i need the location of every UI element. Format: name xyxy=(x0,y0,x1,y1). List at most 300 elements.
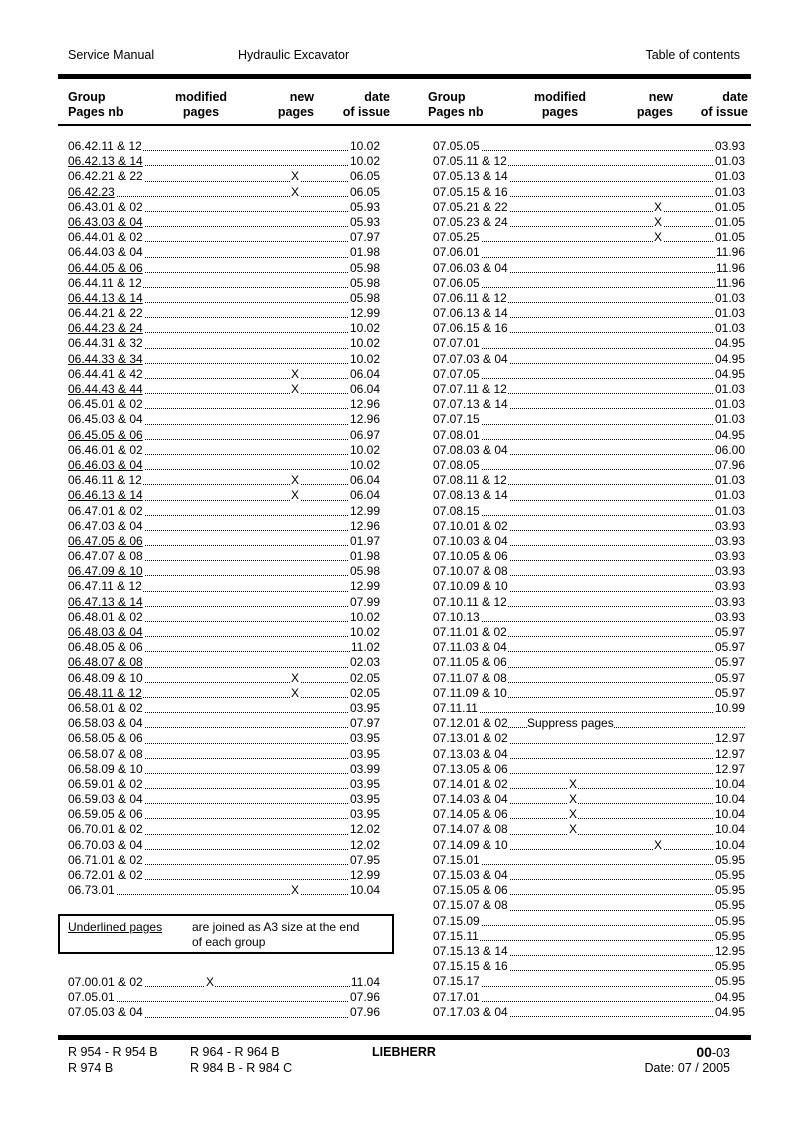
issue-date: 07.96 xyxy=(349,1005,380,1020)
columns-rule xyxy=(58,124,751,126)
page-number: 07.10.13 xyxy=(433,609,480,624)
page-number: 06.59.05 & 06 xyxy=(68,807,143,822)
list-item xyxy=(433,640,745,655)
issue-date: 05.98 xyxy=(349,260,380,275)
list-item xyxy=(433,838,745,853)
issue-date: 01.03 xyxy=(714,397,745,412)
list-item xyxy=(433,610,745,625)
page-number: 06.44.01 & 02 xyxy=(68,230,143,245)
list-item xyxy=(433,716,745,731)
list-item xyxy=(433,944,745,959)
issue-date: 03.95 xyxy=(349,731,380,746)
issue-date: 10.02 xyxy=(349,457,380,472)
issue-date: 02.05 xyxy=(349,685,380,700)
list-item xyxy=(433,245,745,260)
page-number: 07.15.03 & 04 xyxy=(433,868,508,882)
list-item xyxy=(433,458,745,473)
list-item xyxy=(68,154,380,169)
new-mark: X xyxy=(654,214,663,229)
issue-date: 03.93 xyxy=(714,564,745,579)
list-item xyxy=(433,473,745,488)
list-item xyxy=(68,200,380,215)
page-number: 06.44.21 & 22 xyxy=(68,306,143,321)
issue-date: 10.04 xyxy=(714,837,745,852)
list-item xyxy=(433,428,745,443)
page-number: 07.10.01 & 02 xyxy=(433,518,508,533)
issue-date: 10.02 xyxy=(349,336,380,351)
col-modified: modified pages xyxy=(533,90,587,119)
issue-date: 11.96 xyxy=(715,275,745,290)
list-item xyxy=(68,519,380,534)
list-item xyxy=(68,868,380,883)
list-item xyxy=(68,504,380,519)
page-number: 06.45.05 & 06 xyxy=(68,427,143,442)
issue-date: 05.97 xyxy=(714,670,745,685)
list-item xyxy=(433,412,745,427)
issue-date: 10.04 xyxy=(714,807,745,822)
list-item xyxy=(433,1005,745,1020)
issue-date: 10.02 xyxy=(349,351,380,366)
list-item xyxy=(433,519,745,534)
page-number: 07.05.03 & 04 xyxy=(68,1005,143,1020)
list-item xyxy=(68,473,380,488)
page-number: 07.07.05 xyxy=(433,366,480,381)
list-item xyxy=(68,382,380,397)
right-page-list xyxy=(433,139,745,1020)
list-item xyxy=(433,230,745,245)
page-number: 06.47.09 & 10 xyxy=(68,564,143,579)
new-mark: X xyxy=(654,199,663,214)
list-item xyxy=(68,367,380,382)
left-page-list xyxy=(68,139,380,898)
list-item xyxy=(433,443,745,458)
header-right: Table of contents xyxy=(645,48,740,62)
list-item xyxy=(433,321,745,336)
list-item xyxy=(433,868,745,883)
page-number: 06.47.03 & 04 xyxy=(68,518,143,533)
footer-brand: LIEBHERR xyxy=(372,1045,436,1059)
page-number: 06.43.03 & 04 xyxy=(68,214,143,229)
page-number: 06.42.11 & 12 xyxy=(68,139,142,153)
new-mark: X xyxy=(291,473,300,488)
issue-date: 06.00 xyxy=(714,442,745,457)
issue-date: 05.95 xyxy=(714,852,745,867)
issue-date: 10.02 xyxy=(349,625,380,639)
list-item xyxy=(433,929,745,944)
page-number: 07.05.13 & 14 xyxy=(433,169,508,184)
issue-date: 06.04 xyxy=(349,473,380,488)
issue-date: 03.93 xyxy=(714,518,745,533)
list-item xyxy=(68,428,380,443)
page-number: 07.05.15 & 16 xyxy=(433,184,508,199)
list-item xyxy=(433,215,745,230)
modified-mark: X xyxy=(569,822,578,837)
list-item xyxy=(68,261,380,276)
issue-date: 03.93 xyxy=(714,594,745,609)
page-number: 06.58.03 & 04 xyxy=(68,716,143,731)
page-number: 06.48.05 & 06 xyxy=(68,640,143,655)
page-number: 06.48.09 & 10 xyxy=(68,670,143,685)
list-item xyxy=(433,762,745,777)
issue-date: 01.03 xyxy=(714,503,745,518)
issue-date: 01.03 xyxy=(714,412,745,427)
issue-date: 07.95 xyxy=(349,852,380,867)
page-number: 07.14.07 & 08 xyxy=(433,822,508,837)
list-item xyxy=(433,701,745,716)
page-number: 07.14.09 & 10 xyxy=(433,837,508,852)
issue-date: 04.95 xyxy=(714,427,745,442)
list-item xyxy=(68,610,380,625)
issue-date: 05.97 xyxy=(714,655,745,670)
issue-date: 12.96 xyxy=(349,518,380,533)
issue-date: 12.02 xyxy=(349,822,380,837)
issue-date: 05.98 xyxy=(349,275,380,290)
page-number: 06.42.21 & 22 xyxy=(68,169,143,184)
issue-date: 03.93 xyxy=(714,533,745,548)
list-item xyxy=(433,352,745,367)
page-number: 07.14.05 & 06 xyxy=(433,807,508,822)
page-number: 06.46.11 & 12 xyxy=(68,473,142,488)
list-item xyxy=(68,276,380,291)
new-mark: X xyxy=(291,169,300,184)
page-number: 07.11.05 & 06 xyxy=(433,655,507,670)
modified-mark: X xyxy=(569,807,578,822)
page-number: 07.11.09 & 10 xyxy=(433,685,507,700)
issue-date: 05.95 xyxy=(714,883,745,898)
page-number: 07.17.01 xyxy=(433,989,480,1004)
page-number: 07.10.07 & 08 xyxy=(433,564,508,579)
issue-date: 11.96 xyxy=(715,245,745,260)
list-item xyxy=(68,777,380,792)
issue-date: 04.95 xyxy=(714,366,745,381)
issue-date: 10.04 xyxy=(714,776,745,791)
page-number: 06.70.03 & 04 xyxy=(68,837,143,852)
page-number: 07.06.01 xyxy=(433,245,480,260)
page-number: 06.44.05 & 06 xyxy=(68,260,143,275)
list-item xyxy=(433,990,745,1005)
list-item xyxy=(68,625,380,640)
list-item xyxy=(68,458,380,473)
list-item xyxy=(68,215,380,230)
list-item xyxy=(433,139,745,154)
page-number: 06.59.01 & 02 xyxy=(68,776,143,791)
list-item xyxy=(68,169,380,184)
page-number: 06.48.01 & 02 xyxy=(68,609,143,624)
underline-note-box xyxy=(58,914,394,954)
issue-date: 10.02 xyxy=(349,442,380,457)
page-number: 06.44.03 & 04 xyxy=(68,245,143,260)
issue-date: 05.97 xyxy=(714,640,745,655)
page-number: 06.45.03 & 04 xyxy=(68,412,143,427)
modified-mark: X xyxy=(569,792,578,807)
page-number: 06.44.23 & 24 xyxy=(68,321,143,336)
page-number: 06.47.01 & 02 xyxy=(68,503,143,518)
page-number: 07.05.25 xyxy=(433,230,480,245)
page-number: 07.15.13 & 14 xyxy=(433,943,508,958)
suppress-text: Suppress pages xyxy=(527,716,614,731)
page-number: 07.08.11 & 12 xyxy=(433,473,507,488)
issue-date: 01.03 xyxy=(714,184,745,199)
list-item xyxy=(433,625,745,640)
list-item xyxy=(68,139,380,154)
list-item xyxy=(68,701,380,716)
page-number: 07.10.11 & 12 xyxy=(433,594,507,609)
list-item xyxy=(68,883,380,898)
issue-date: 12.02 xyxy=(349,837,380,852)
list-item xyxy=(68,443,380,458)
issue-date: 06.04 xyxy=(349,366,380,381)
issue-date: 10.02 xyxy=(349,609,380,624)
list-item xyxy=(433,731,745,746)
col-group: Group Pages nb xyxy=(68,90,124,119)
col-date: date of issue xyxy=(342,90,390,119)
issue-date: 01.03 xyxy=(714,382,745,396)
issue-date: 12.95 xyxy=(714,943,745,958)
issue-date: 02.05 xyxy=(349,670,380,685)
list-item xyxy=(433,185,745,200)
col-date: date of issue xyxy=(700,90,748,119)
issue-date: 01.98 xyxy=(349,549,380,564)
issue-date: 05.95 xyxy=(714,913,745,928)
issue-date: 12.99 xyxy=(349,579,380,594)
issue-date: 10.02 xyxy=(349,139,380,153)
issue-date: 04.95 xyxy=(714,1004,745,1019)
page-number: 07.15.05 & 06 xyxy=(433,883,508,898)
new-mark: X xyxy=(291,382,300,396)
footer-rule xyxy=(58,1035,751,1040)
issue-date: 12.97 xyxy=(714,746,745,761)
issue-date: 01.98 xyxy=(349,245,380,260)
list-item xyxy=(433,488,745,503)
issue-date: 01.03 xyxy=(714,154,745,169)
page-number: 06.73.01 xyxy=(68,883,115,898)
issue-date: 11.04 xyxy=(350,975,380,989)
footer-models-2b: R 984 B - R 984 C xyxy=(190,1061,293,1075)
list-item xyxy=(68,716,380,731)
new-mark: X xyxy=(291,184,300,199)
list-item xyxy=(433,261,745,276)
new-mark: X xyxy=(654,230,663,245)
page-number: 06.47.07 & 08 xyxy=(68,549,143,564)
list-item xyxy=(433,898,745,913)
issue-date: 12.99 xyxy=(349,503,380,518)
page-number: 07.08.05 xyxy=(433,457,480,472)
page-number: 07.07.11 & 12 xyxy=(433,382,507,396)
page-number: 07.10.09 & 10 xyxy=(433,579,508,594)
page-number: 07.15.17 xyxy=(433,974,480,989)
issue-date: 10.02 xyxy=(349,154,380,169)
list-item xyxy=(433,883,745,898)
list-item xyxy=(68,838,380,853)
issue-date: 01.03 xyxy=(714,488,745,503)
page-number: 06.46.03 & 04 xyxy=(68,457,143,472)
issue-date: 01.05 xyxy=(714,214,745,229)
page-number: 07.17.03 & 04 xyxy=(433,1004,508,1019)
page-number: 06.42.13 & 14 xyxy=(68,154,143,169)
page-number: 07.06.11 & 12 xyxy=(433,290,507,305)
new-mark: X xyxy=(291,685,300,700)
issue-date: 03.95 xyxy=(349,807,380,822)
page-number: 07.14.03 & 04 xyxy=(433,792,508,807)
page-number: 07.15.09 xyxy=(433,913,480,928)
page-number: 07.08.13 & 14 xyxy=(433,488,508,503)
new-mark: X xyxy=(654,837,663,852)
list-item xyxy=(68,412,380,427)
issue-date: 03.93 xyxy=(714,549,745,564)
issue-date: 05.93 xyxy=(349,214,380,229)
page-number: 06.44.43 & 44 xyxy=(68,382,143,396)
page-number: 06.44.31 & 32 xyxy=(68,336,143,351)
issue-date: 03.95 xyxy=(349,776,380,791)
issue-date: 03.93 xyxy=(714,139,745,153)
page-number: 06.71.01 & 02 xyxy=(68,852,143,867)
issue-date: 01.05 xyxy=(714,230,745,245)
list-item xyxy=(433,306,745,321)
page-number: 07.05.23 & 24 xyxy=(433,214,508,229)
list-item xyxy=(433,504,745,519)
issue-date: 12.99 xyxy=(349,868,380,882)
issue-date: 07.96 xyxy=(714,457,745,472)
list-item xyxy=(68,534,380,549)
page-number: 07.14.01 & 02 xyxy=(433,776,508,791)
list-item xyxy=(433,534,745,549)
page-number: 07.06.13 & 14 xyxy=(433,306,508,321)
page-number: 06.58.01 & 02 xyxy=(68,700,143,715)
page-number: 07.05.11 & 12 xyxy=(433,154,507,169)
page-number: 07.06.15 & 16 xyxy=(433,321,508,336)
page-number: 07.07.15 xyxy=(433,412,480,427)
page-number: 06.48.07 & 08 xyxy=(68,655,143,670)
page-number: 06.44.11 & 12 xyxy=(68,275,142,290)
list-item xyxy=(433,671,745,686)
dot-leader xyxy=(433,712,745,713)
note-text: are joined as A3 size at the end of each group xyxy=(192,920,360,949)
page-number: 07.11.01 & 02 xyxy=(433,625,507,639)
issue-date: 03.95 xyxy=(349,792,380,807)
suppress-note: 07.12.01 & 02 xyxy=(433,716,508,731)
issue-date: 01.97 xyxy=(349,533,380,548)
page-number: 07.15.01 xyxy=(433,852,480,867)
page-number: 06.72.01 & 02 xyxy=(68,868,143,882)
list-item xyxy=(68,579,380,594)
list-item xyxy=(68,822,380,837)
issue-date: 12.99 xyxy=(349,306,380,321)
list-item xyxy=(68,975,380,990)
issue-date: 12.97 xyxy=(714,731,745,746)
list-item xyxy=(68,488,380,503)
list-item xyxy=(433,792,745,807)
list-item xyxy=(433,807,745,822)
issue-date: 06.05 xyxy=(349,184,380,199)
col-group: Group Pages nb xyxy=(428,90,484,119)
page-number: 06.48.11 & 12 xyxy=(68,685,142,700)
page-number: 06.58.07 & 08 xyxy=(68,746,143,761)
issue-date: 05.95 xyxy=(714,868,745,882)
page-number: 06.46.13 & 14 xyxy=(68,488,143,503)
list-item xyxy=(433,579,745,594)
page-number: 07.05.05 xyxy=(433,139,480,153)
footer-models-1a: R 954 - R 954 B xyxy=(68,1045,158,1059)
list-item xyxy=(433,367,745,382)
issue-date: 10.04 xyxy=(714,822,745,837)
issue-date: 10.99 xyxy=(714,700,745,715)
list-item xyxy=(68,990,380,1005)
new-mark: X xyxy=(291,883,300,898)
page-number: 06.44.13 & 14 xyxy=(68,290,143,305)
issue-date: 01.05 xyxy=(714,199,745,214)
issue-date: 10.04 xyxy=(714,792,745,807)
issue-date: 03.95 xyxy=(349,746,380,761)
page-number: 06.48.03 & 04 xyxy=(68,625,143,639)
issue-date: 01.03 xyxy=(714,306,745,321)
page-number: 07.10.05 & 06 xyxy=(433,549,508,564)
list-item xyxy=(68,671,380,686)
page-number: 07.15.07 & 08 xyxy=(433,898,508,913)
issue-date: 07.96 xyxy=(349,990,380,1005)
issue-date: 01.03 xyxy=(714,169,745,184)
list-item xyxy=(433,549,745,564)
list-item xyxy=(433,747,745,762)
page-number: 07.10.03 & 04 xyxy=(433,533,508,548)
page-number: 07.13.05 & 06 xyxy=(433,761,508,776)
page-number: 06.43.01 & 02 xyxy=(68,199,143,214)
page-number: 07.08.03 & 04 xyxy=(433,442,508,457)
header-left: Service Manual xyxy=(68,48,155,62)
list-item xyxy=(68,336,380,351)
list-item xyxy=(68,230,380,245)
header-rule xyxy=(58,74,751,79)
issue-date: 01.03 xyxy=(714,321,745,336)
list-item xyxy=(68,792,380,807)
col-new: new pages xyxy=(277,90,314,119)
list-item xyxy=(68,747,380,762)
list-item xyxy=(433,914,745,929)
issue-date: 04.95 xyxy=(714,989,745,1004)
page-number: 07.05.21 & 22 xyxy=(433,199,508,214)
page-number: 06.47.13 & 14 xyxy=(68,594,143,609)
issue-date: 03.95 xyxy=(349,700,380,715)
page-number: 07.15.11 xyxy=(433,928,479,943)
issue-date: 03.93 xyxy=(714,579,745,594)
page-number: 07.15.15 & 16 xyxy=(433,959,508,974)
page-number: 07.00.01 & 02 xyxy=(68,975,143,989)
issue-date: 05.98 xyxy=(349,564,380,579)
list-item xyxy=(68,352,380,367)
issue-date: 07.97 xyxy=(349,230,380,245)
page-number: 07.06.05 xyxy=(433,275,480,290)
issue-date: 11.96 xyxy=(715,260,745,275)
issue-date: 04.95 xyxy=(714,336,745,351)
list-item xyxy=(68,853,380,868)
list-item xyxy=(433,336,745,351)
list-item xyxy=(68,564,380,579)
list-item xyxy=(68,686,380,701)
list-item xyxy=(433,154,745,169)
modified-mark: X xyxy=(206,975,215,989)
list-item xyxy=(433,974,745,989)
list-item xyxy=(68,807,380,822)
list-item xyxy=(68,640,380,655)
new-mark: X xyxy=(291,488,300,503)
list-item xyxy=(433,276,745,291)
page-number: 07.13.03 & 04 xyxy=(433,746,508,761)
issue-date: 05.95 xyxy=(714,898,745,913)
new-mark: X xyxy=(291,670,300,685)
col-new: new pages xyxy=(636,90,673,119)
issue-date: 11.02 xyxy=(350,640,380,655)
list-item xyxy=(433,397,745,412)
list-item xyxy=(433,200,745,215)
